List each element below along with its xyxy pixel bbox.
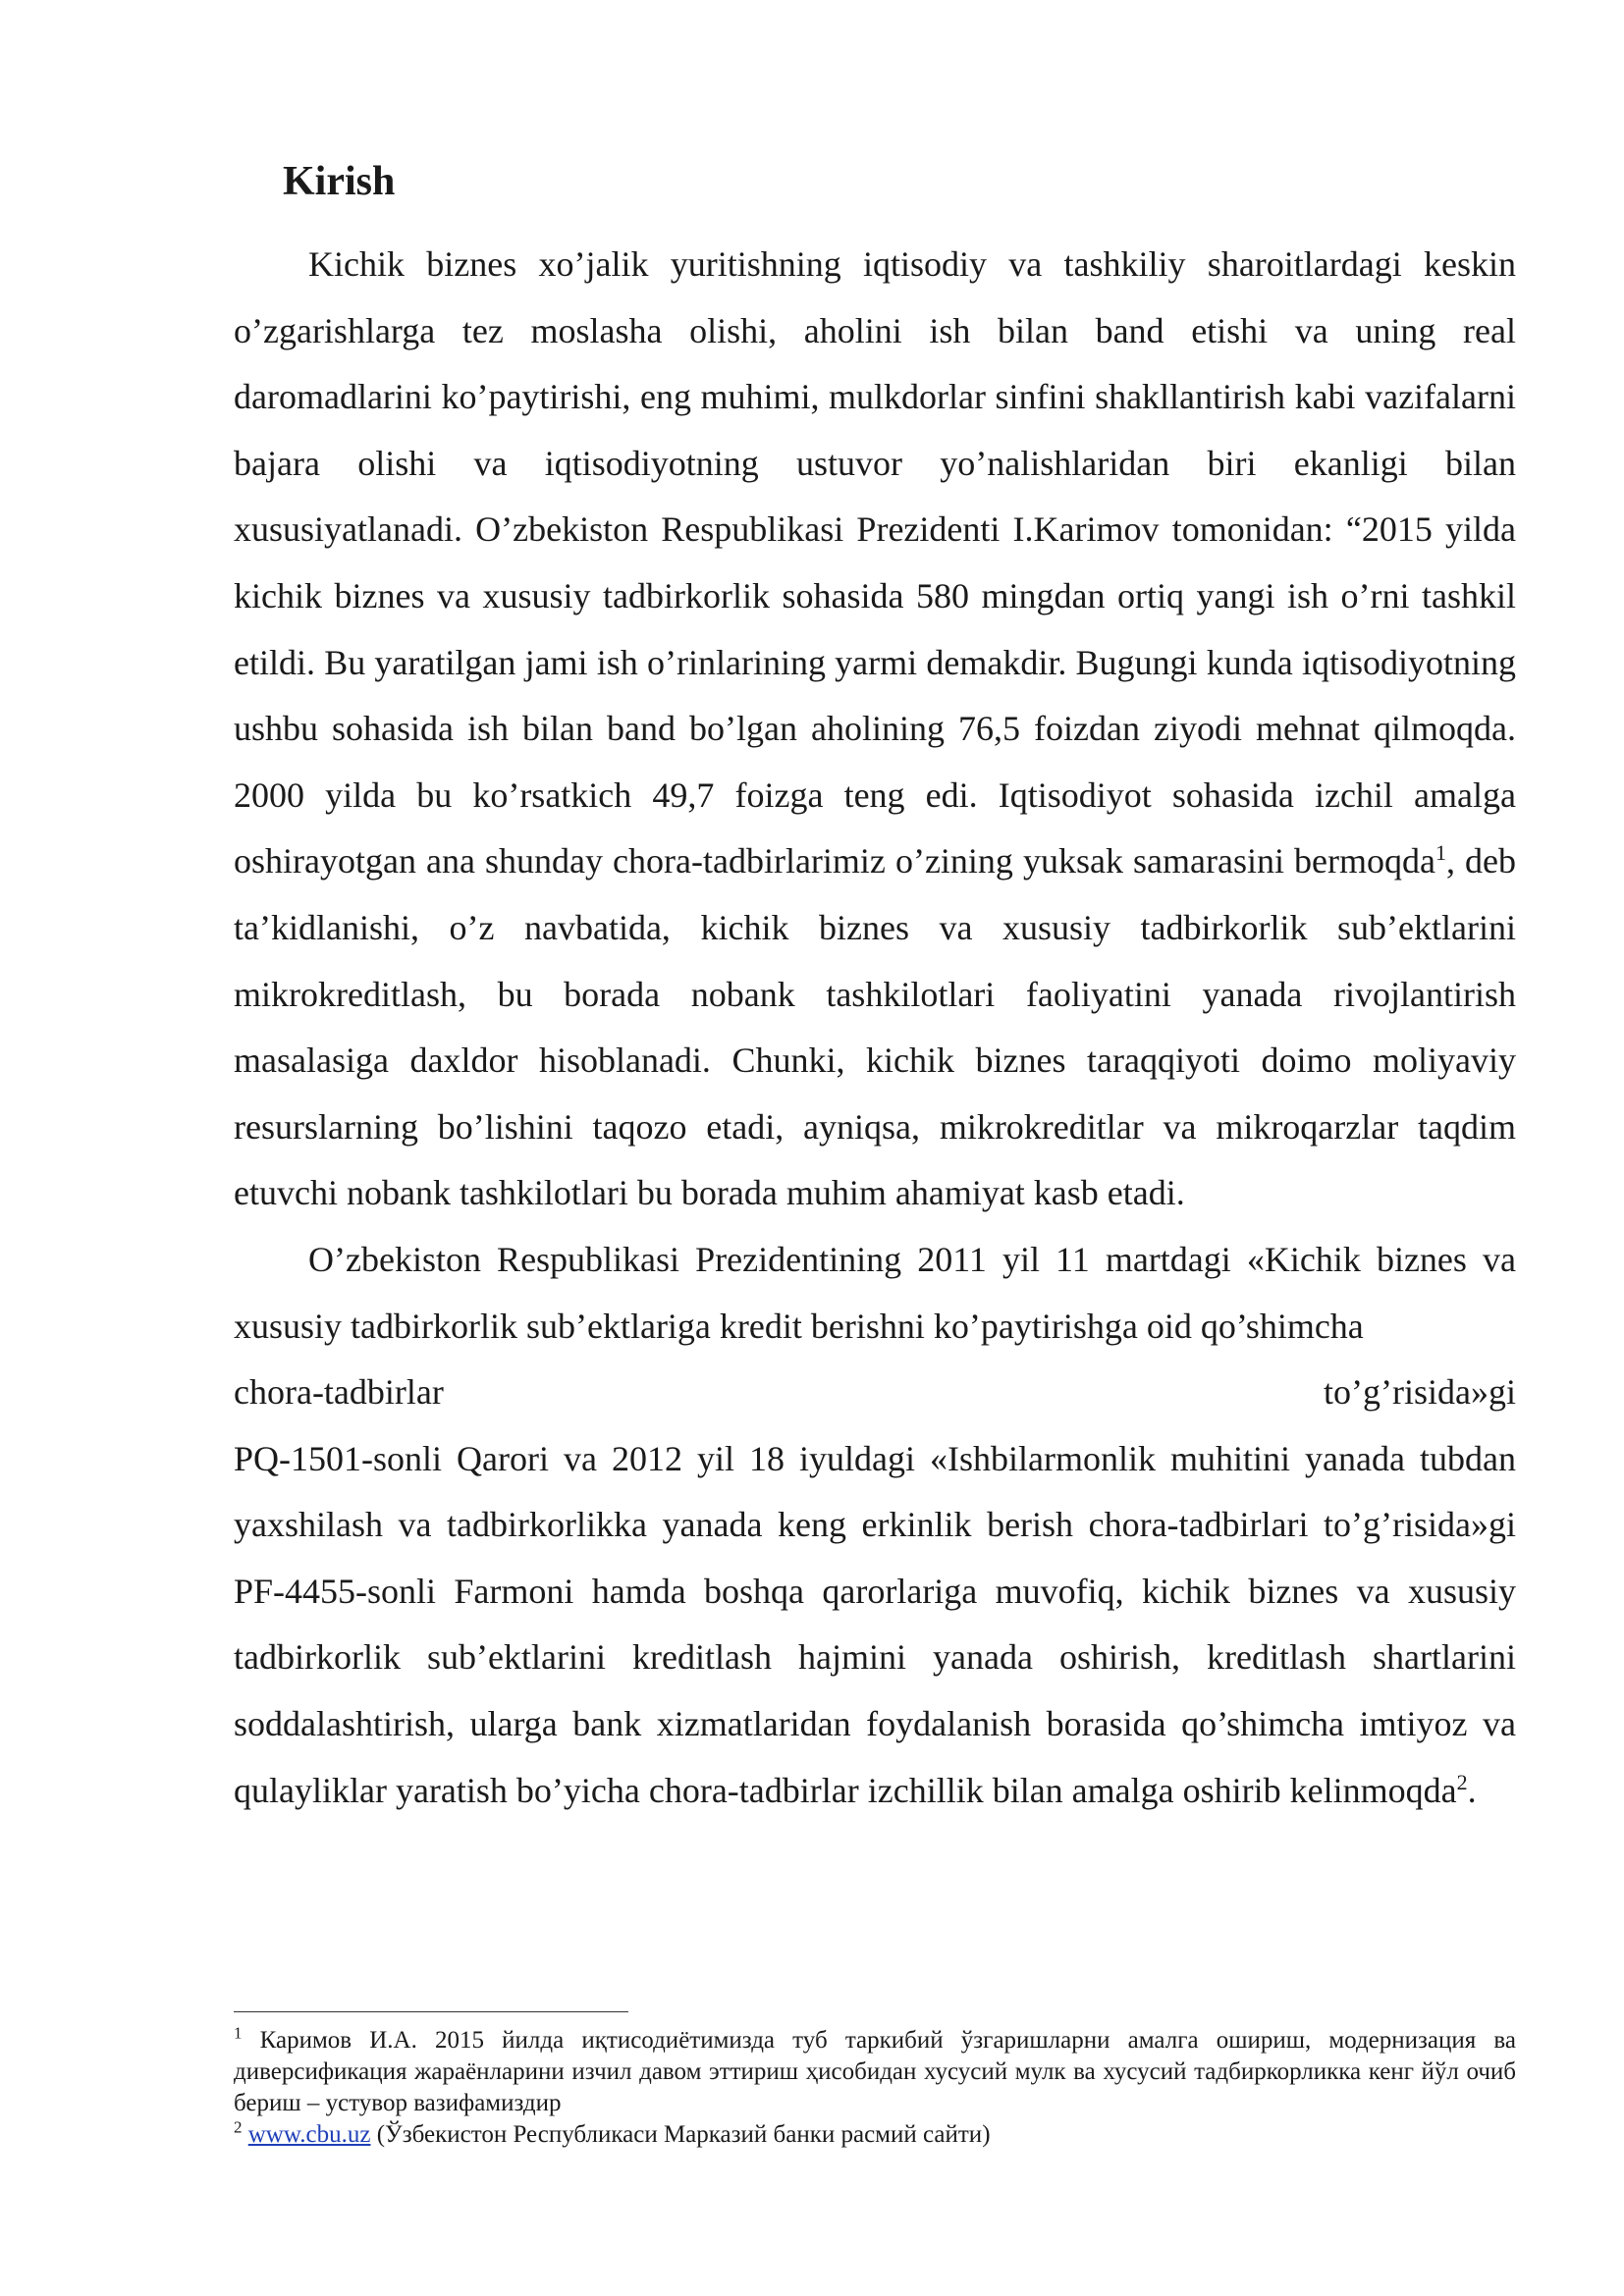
- paragraph-1: [234, 232, 1516, 1227]
- paragraph-2-split-line: [234, 1360, 1516, 1426]
- footnote-1: [234, 2025, 1516, 2119]
- footnote-ref-1: 1: [1435, 840, 1446, 866]
- paragraph-2-end: .: [1467, 1770, 1477, 1810]
- footnotes: [234, 2025, 1516, 2151]
- footnote-1-mark: 1: [234, 2023, 243, 2043]
- footnote-ref-2: 2: [1456, 1769, 1468, 1794]
- footnote-2: [234, 2119, 1516, 2151]
- paragraph-2-text-b: PQ-1501-sonli Qarori va 2012 yil 18 iyuldagi «Ishbilarmonlik muhitini yanada tubdan yaxshilash va tadbirkorlikka yanada keng erkinlik berish chora-tadbirlari to’g’risida»gi PF-4455-sonli Farmoni hamda boshqa qarorlariga muvofiq, kichik biznes va xususiy tadbirkorlik sub’ektlarini kreditlash hajmini yanada oshirish, kreditlash shartlarini soddalashtirish, ularga bank xizmatlaridan foydalanish borasida qo’shimcha imtiyoz va qulayliklar yaratish bo’yicha chora-tadbirlar izchillik bilan amalga oshirib kelinmoqda: [234, 1438, 1516, 1810]
- split-left-text: chora-tadbirlar: [234, 1372, 444, 1413]
- footnote-separator: [234, 2011, 628, 2012]
- paragraph-1-text-a: Kichik biznes xo’jalik yuritishning iqtisodiy va tashkiliy sharoitlardagi keskin o’zgarishlarga tez moslasha olishi, aholini ish bilan band etishi va uning real daromadlarini ko’paytirishi, eng muhimi, mulkdorlar sinfini shakllantirish kabi vazifalarni bajara olishi va iqtisodiyotning ustuvor yo’nalishlaridan biri ekanligi bilan xususiyatlanadi. O’zbekiston Respublikasi Prezidenti I.Karimov tomonidan: “2015 yilda kichik biznes va xususiy tadbirkorlik sohasida 580 mingdan ortiq yangi ish o’rni tashkil etildi. Bu yaratilgan jami ish o’rinlarining yarmi demakdir. Bugungi kunda iqtisodiyotning ushbu sohasida ish bilan band bo’lgan aholining 76,5 foizdan ziyodi mehnat qilmoqda. 2000 yilda bu ko’rsatkich 49,7 foizga teng edi. Iqtisodiyot sohasida izchil amalga oshirayotgan ana shunday chora-tadbirlarimiz o’zining yuksak samarasini bermoqda: [234, 244, 1516, 881]
- body-text: [234, 232, 1516, 1824]
- footnote-2-text: (Ўзбекистон Республикаси Марказий банки расмий сайти): [370, 2121, 991, 2148]
- footnote-2-link[interactable]: www.cbu.uz: [247, 2121, 371, 2148]
- paragraph-2-text-a: O’zbekiston Respublikasi Prezidentining 2011 yil 11 martdagi «Kichik biznes va xususiy tadbirkorlik sub’ektlariga kredit berishni ko’paytirishga oid qo’shimcha: [234, 1239, 1516, 1346]
- footnote-2-mark: 2: [234, 2117, 243, 2137]
- section-heading: Kirish: [283, 159, 396, 204]
- split-right-text: to’g’risida»gi: [1324, 1372, 1516, 1413]
- paragraph-2: [234, 1227, 1516, 1824]
- footnote-1-text: Каримов И.А. 2015 йилда иқтисодиётимизда туб таркибий ўзгаришларни амалга ошириш, модернизация ва диверсификация жараёнларини изчил давом эттириш ҳисобидан хусусий мулк ва хусусий тадбиркорликка кенг йўл очиб бериш – устувор вазифамиздир: [234, 2027, 1516, 2116]
- paragraph-1-text-b: , deb ta’kidlanishi, o’z navbatida, kichik biznes va xususiy tadbirkorlik sub’ektlarini mikrokreditlash, bu borada nobank tashkilotlari faoliyatini yanada rivojlantirish masalasiga daxldor hisoblanadi. Chunki, kichik biznes taraqqiyoti doimo moliyaviy resurslarning bo’lishini taqozo etadi, ayniqsa, mikrokreditlar va mikroqarzlar taqdim etuvchi nobank tashkilotlari bu borada muhim ahamiyat kasb etadi.: [234, 841, 1516, 1213]
